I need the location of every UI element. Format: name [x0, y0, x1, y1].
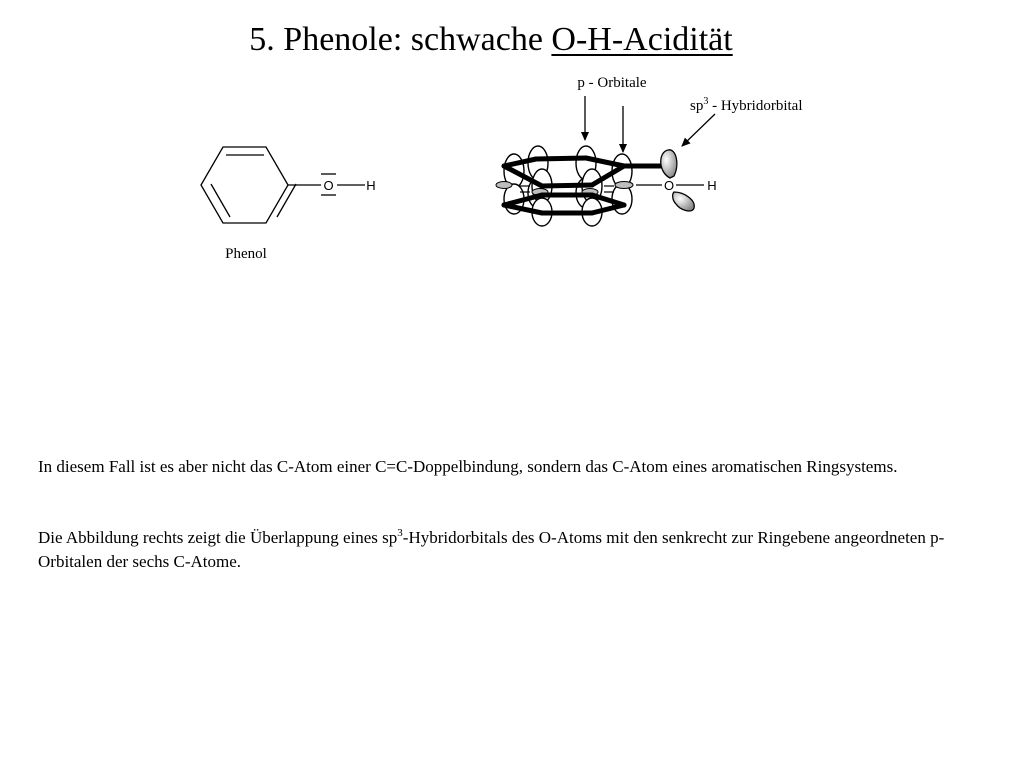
- sp3-label-prefix: sp: [690, 98, 704, 114]
- phenol-structure: [190, 140, 390, 270]
- double-bond-left: [211, 184, 230, 217]
- slide-title: [0, 18, 982, 62]
- paragraph2-prefix: Die Abbildung rechts zeigt die Überlappung eines sp: [38, 528, 398, 547]
- phenol-hydrogen-label: H: [366, 178, 376, 193]
- title-prefix: 5. Phenole: schwache: [249, 21, 552, 58]
- orbital-hydrogen-label: H: [707, 178, 717, 193]
- sp3-label-suffix: - Hybridorbital: [708, 98, 803, 114]
- sp3-lobe-upper: [661, 150, 677, 178]
- title-highlight: O-H-Acidität: [551, 21, 733, 58]
- sp3-lobe-lower: [673, 192, 695, 211]
- orbital-overlap-figure: [486, 68, 836, 238]
- sp3-arrow: [682, 114, 715, 146]
- double-bond-right: [277, 184, 296, 217]
- phenol-caption: Phenol: [225, 246, 267, 262]
- benzene-ring: [201, 147, 288, 223]
- explanation-paragraph-2: [38, 526, 988, 574]
- sp3-label-sup: 3: [703, 96, 709, 107]
- paragraph2-suffix: -Hybridorbitals des O-Atoms mit den senkrecht zur Ringebene angeordneten p-Orbitalen der sechs C-Atome.: [38, 528, 945, 571]
- sp3-hybrid-label: [690, 96, 803, 114]
- paragraph2-sup: 3: [397, 527, 403, 539]
- explanation-paragraph-1: In diesem Fall ist es aber nicht das C-Atom einer C=C-Doppelbindung, sondern das C-Atom eines aromatischen Ringsystems.: [38, 457, 898, 476]
- p-orbitals-label: p - Orbitale: [577, 75, 647, 91]
- phenol-oxygen-label: O: [323, 178, 334, 193]
- orbital-oxygen-label: O: [663, 178, 675, 193]
